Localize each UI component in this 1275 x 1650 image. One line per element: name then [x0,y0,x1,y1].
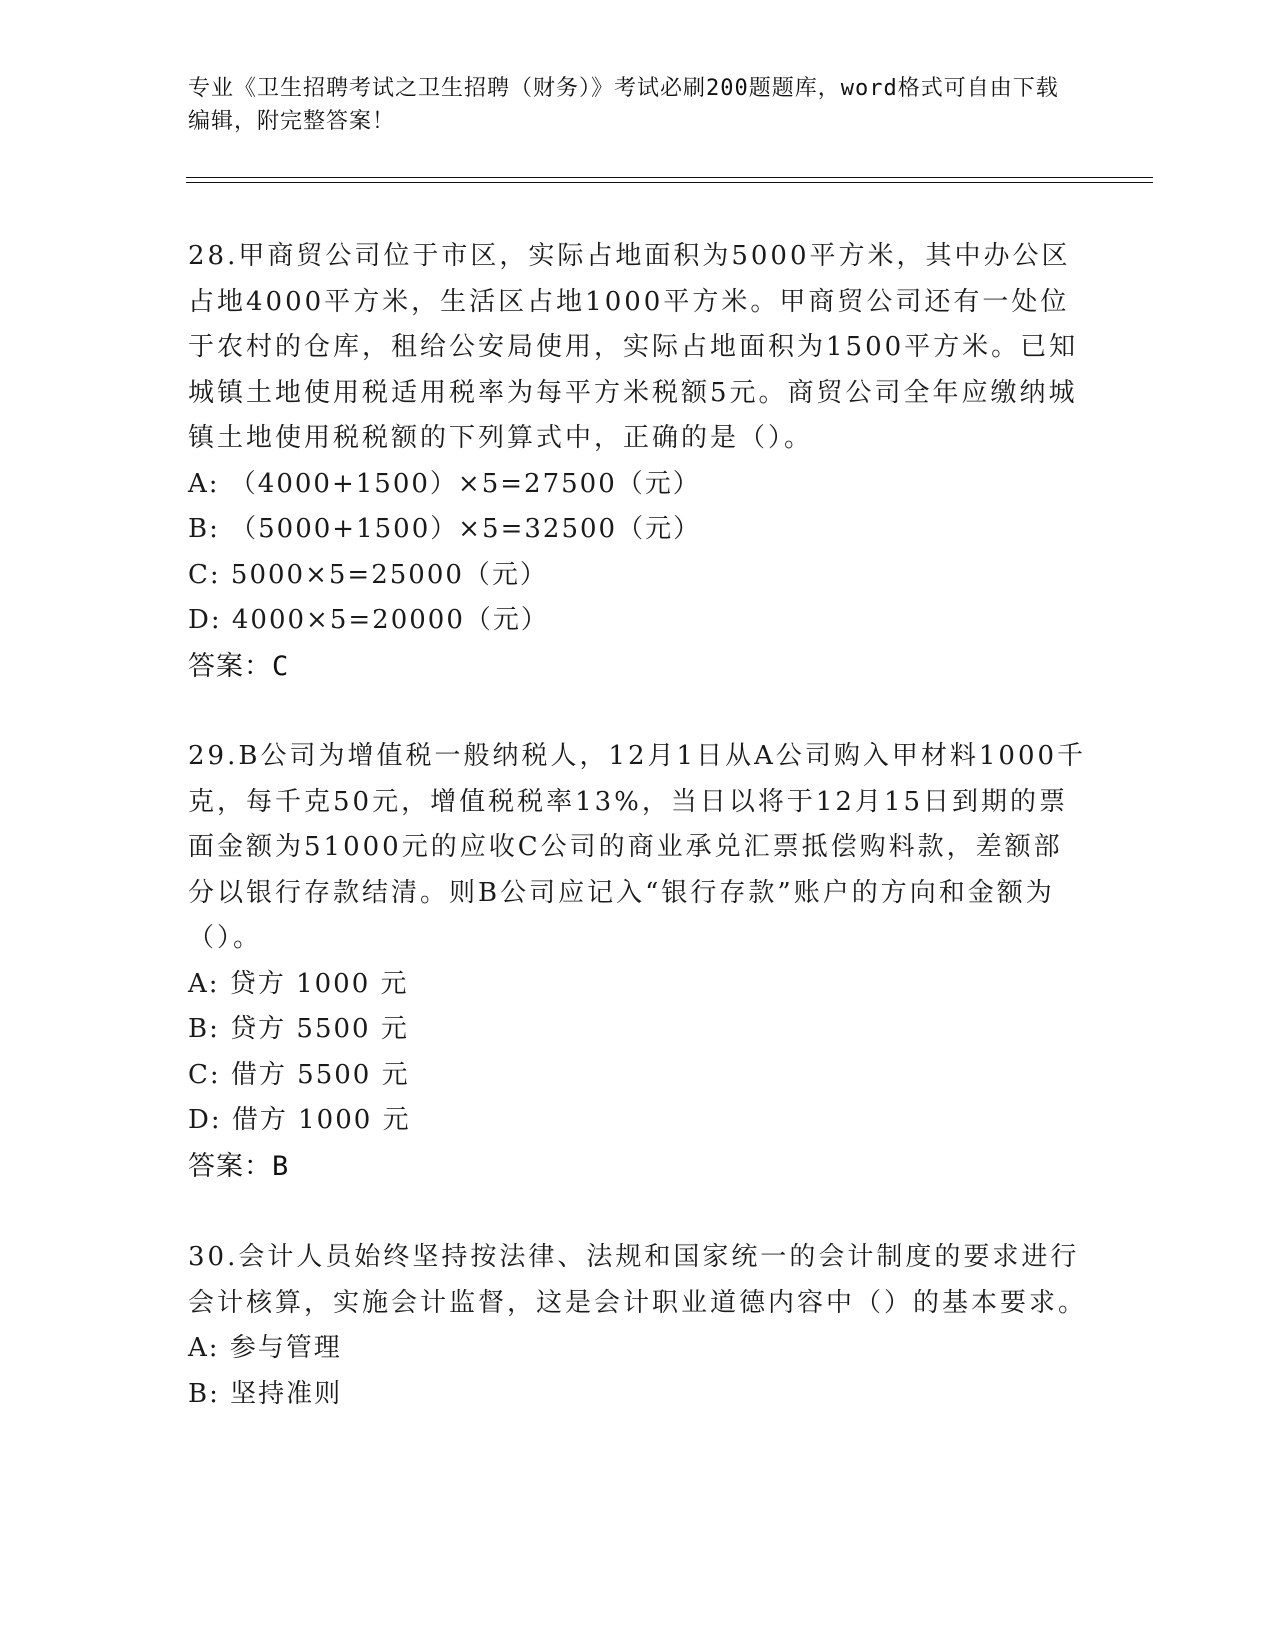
option-b: B: 坚持准则 [188,1378,343,1409]
option-a: A: 参与管理 [188,1333,342,1363]
header-divider-bottom [186,182,1153,183]
answer-line: 答案：B [188,1150,290,1182]
question-28 [188,234,1088,689]
header-divider-top [186,177,1153,178]
option-d: D: 4000×5=20000（元） [188,605,549,635]
option-b: B: 贷方 5500 元 [188,1014,409,1044]
option-c: C: 5000×5=25000（元） [188,559,548,590]
question-stem: 29.B公司为增值税一般纳税人，12月1日从A公司购入甲材料1000千克，每千克50元，增值税税率13%，当日以将于12月15日到期的票面金额为51000元的应收C公司的商业承兑汇票抵偿购料款，差额部分以银行存款结清。则B公司应记入“银行存款”账户的方向和金额为（）。 [188,741,1087,953]
question-stem: 28.甲商贸公司位于市区，实际占地面积为5000平方米，其中办公区占地4000平方米，生活区占地1000平方米。甲商贸公司还有一处位于农村的仓库，租给公安局使用，实际占地面积为1500平方米。已知城镇土地使用税适用税率为每平方米税额5元。商贸公司全年应缴纳城镇土地使用税税额的下列算式中，正确的是（）。 [188,241,1079,453]
option-b: B: （5000+1500）×5=32500（元） [188,514,702,544]
question-29 [188,734,1088,1189]
answer-line: 答案：C [188,650,290,682]
option-a: A: 贷方 1000 元 [188,968,409,999]
option-c: C: 借方 5500 元 [188,1059,410,1090]
document-header: 专业《卫生招聘考试之卫生招聘（财务）》考试必刷200题题库，word格式可自由下载编辑，附完整答案！ [188,76,1059,134]
question-stem: 30.会计人员始终坚持按法律、法规和国家统一的会计制度的要求进行会计核算，实施会计监督，这是会计职业道德内容中（）的基本要求。 [188,1242,1088,1318]
option-d: D: 借方 1000 元 [188,1105,411,1135]
question-30 [188,1235,1088,1417]
option-a: A: （4000+1500）×5=27500（元） [188,468,701,499]
